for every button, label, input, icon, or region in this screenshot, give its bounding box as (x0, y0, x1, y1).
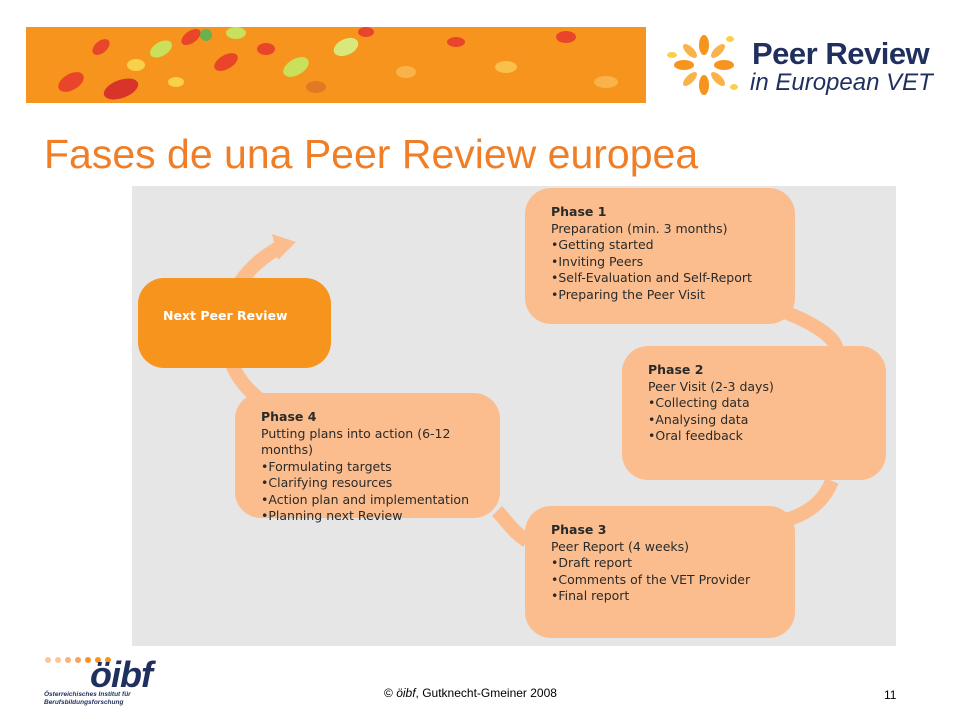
next-peer-review-label: Next Peer Review (163, 308, 288, 323)
phase-box-3 (525, 506, 795, 638)
oibf-wordmark: öibf (90, 654, 152, 695)
phase-item-list (261, 459, 500, 525)
peer-review-logo (656, 27, 933, 103)
phase-item: • Comments of the VET Provider (551, 572, 795, 589)
phase-item: • Oral feedback (648, 428, 886, 445)
logo-subtitle: in European VET (750, 69, 933, 96)
phase-item: • Collecting data (648, 395, 886, 412)
logo-title: Peer Review (752, 36, 930, 71)
banner-decoration (26, 27, 646, 103)
phase-box-2 (622, 346, 886, 480)
phase-item: • Draft report (551, 555, 795, 572)
oibf-logo (44, 654, 184, 714)
phase-subtitle: Preparation (min. 3 months) (551, 220, 728, 236)
phase-item: • Getting started (551, 237, 795, 254)
phase-item: • Analysing data (648, 412, 886, 429)
phase-item: • Clarifying resources (261, 475, 500, 492)
footer-credit (384, 686, 557, 700)
copyright-symbol: © (384, 686, 393, 700)
phase-item-list (551, 237, 795, 303)
phase-label: Phase 2 (648, 362, 704, 377)
phase-item: • Inviting Peers (551, 254, 795, 271)
asterisk-logo-icon (660, 27, 750, 103)
phase-label: Phase 1 (551, 204, 607, 219)
cycle-arc-2-3 (782, 481, 832, 521)
phase-label: Phase 3 (551, 522, 607, 537)
phase-subtitle: Peer Report (4 weeks) (551, 538, 690, 554)
cycle-arc-3-4 (497, 511, 527, 541)
header-banner (26, 27, 646, 103)
page-number: 11 (884, 688, 897, 702)
next-peer-review-box (138, 278, 331, 368)
phase-cycle-diagram (132, 186, 896, 646)
phase-item-list (551, 555, 795, 605)
phase-item-list (648, 395, 886, 445)
footer-author: , Gutknecht-Gmeiner 2008 (415, 686, 557, 700)
phase-item: • Planning next Review (261, 508, 500, 525)
phase-item: • Action plan and implementation (261, 492, 500, 509)
cycle-arc-1-2 (782, 311, 837, 351)
phase-item: • Preparing the Peer Visit (551, 287, 795, 304)
phase-item: • Final report (551, 588, 795, 605)
phase-label: Phase 4 (261, 409, 317, 424)
phase-item: • Self-Evaluation and Self-Report (551, 270, 795, 287)
oibf-subtitle: Österreichisches Institut für Berufsbildungsforschung (44, 691, 131, 706)
phase-box-4 (235, 393, 500, 523)
phase-subtitle: Putting plans into action (6-12 months) (261, 425, 451, 457)
phase-subtitle: Peer Visit (2-3 days) (648, 378, 774, 394)
phase-item: • Formulating targets (261, 459, 500, 476)
page-title: Fases de una Peer Review europea (44, 131, 699, 177)
footer-org: öibf (396, 686, 416, 700)
phase-box-1 (525, 188, 795, 324)
